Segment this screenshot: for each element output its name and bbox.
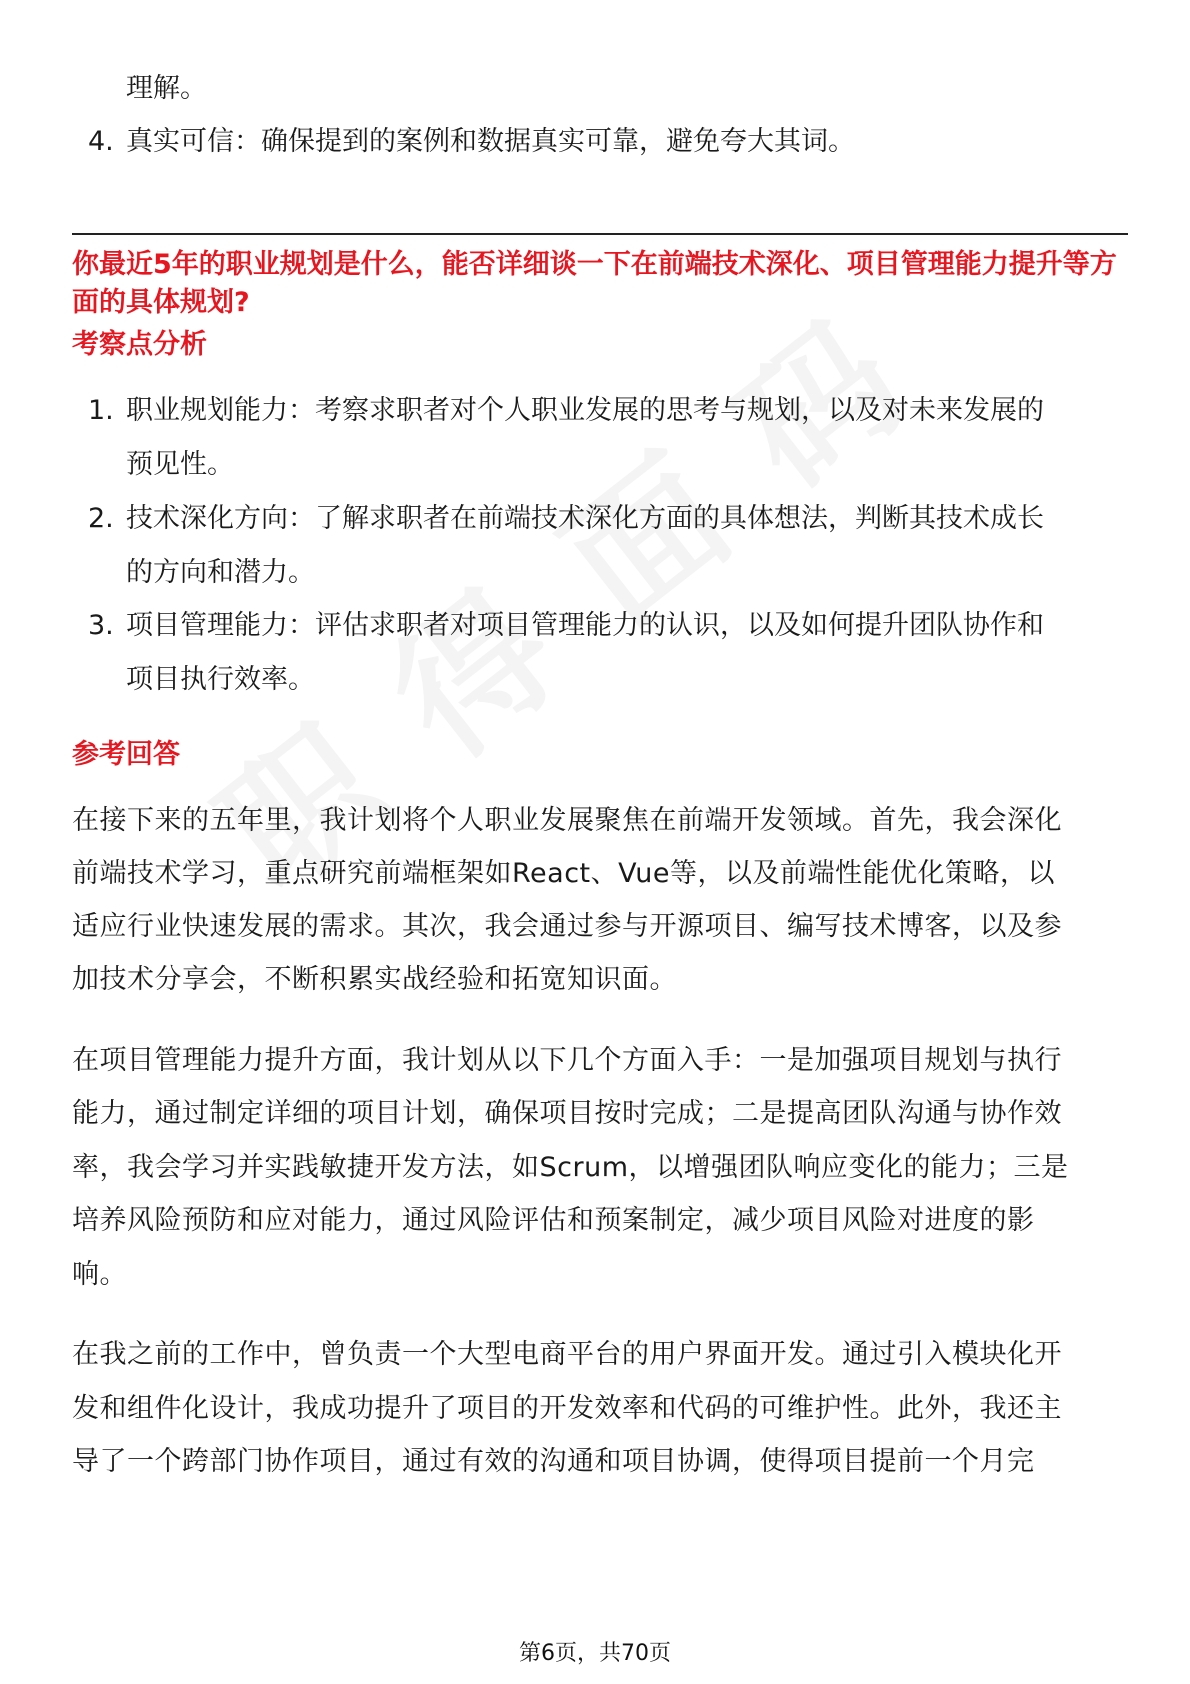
analysis-heading: 考察点分析 xyxy=(72,329,207,360)
paragraph-line: 响。 xyxy=(72,1259,127,1290)
list-text-line1: 项目管理能力：评估求职者对项目管理能力的认识，以及如何提升团队协作和 xyxy=(126,610,1044,641)
list-text-line1: 技术深化方向：了解求职者在前端技术深化方面的具体想法，判断其技术成长 xyxy=(126,503,1044,534)
page-footer: 第6页，共70页 xyxy=(519,1641,671,1666)
list-text: 真实可信：确保提到的案例和数据真实可靠，避免夸大其词。 xyxy=(126,126,855,157)
list-text-line2: 项目执行效率。 xyxy=(126,664,315,695)
list-text-line1: 职业规划能力：考察求职者对个人职业发展的思考与规划，以及对未来发展的 xyxy=(126,395,1044,426)
list-number: 1. xyxy=(88,395,114,426)
list-number: 4. xyxy=(88,126,114,157)
list-text-line2: 预见性。 xyxy=(126,449,234,480)
question-title: 你最近5年的职业规划是什么，能否详细谈一下在前端技术深化、项目管理能力提升等方面的具体规划? xyxy=(72,249,1117,318)
list-item-continuation: 理解。 xyxy=(126,73,207,104)
list-number: 3. xyxy=(88,610,114,641)
paragraph-line: 前端技术学习，重点研究前端框架如React、Vue等，以及前端性能优化策略，以 xyxy=(72,858,1055,889)
list-number: 2. xyxy=(88,503,114,534)
paragraph-line: 发和组件化设计，我成功提升了项目的开发效率和代码的可维护性。此外，我还主 xyxy=(72,1393,1062,1424)
paragraph-line: 适应行业快速发展的需求。其次，我会通过参与开源项目、编写技术博客，以及参 xyxy=(72,911,1062,942)
paragraph-line: 培养风险预防和应对能力，通过风险评估和预案制定，减少项目风险对进度的影 xyxy=(72,1205,1035,1236)
paragraph-line: 在项目管理能力提升方面，我计划从以下几个方面入手：一是加强项目规划与执行 xyxy=(72,1045,1062,1076)
paragraph-line: 在接下来的五年里，我计划将个人职业发展聚焦在前端开发领域。首先，我会深化 xyxy=(72,805,1062,836)
paragraph-line: 导了一个跨部门协作项目，通过有效的沟通和项目协调，使得项目提前一个月完 xyxy=(72,1446,1035,1477)
paragraph-line: 在我之前的工作中，曾负责一个大型电商平台的用户界面开发。通过引入模块化开 xyxy=(72,1339,1062,1370)
section-divider xyxy=(72,233,1128,235)
answer-heading: 参考回答 xyxy=(72,739,180,770)
list-text-line2: 的方向和潜力。 xyxy=(126,557,315,588)
paragraph-line: 加技术分享会，不断积累实战经验和拓宽知识面。 xyxy=(72,964,677,995)
paragraph-line: 能力，通过制定详细的项目计划，确保项目按时完成；二是提高团队沟通与协作效 xyxy=(72,1098,1062,1129)
paragraph-line: 率，我会学习并实践敏捷开发方法，如Scrum，以增强团队响应变化的能力；三是 xyxy=(72,1152,1069,1183)
